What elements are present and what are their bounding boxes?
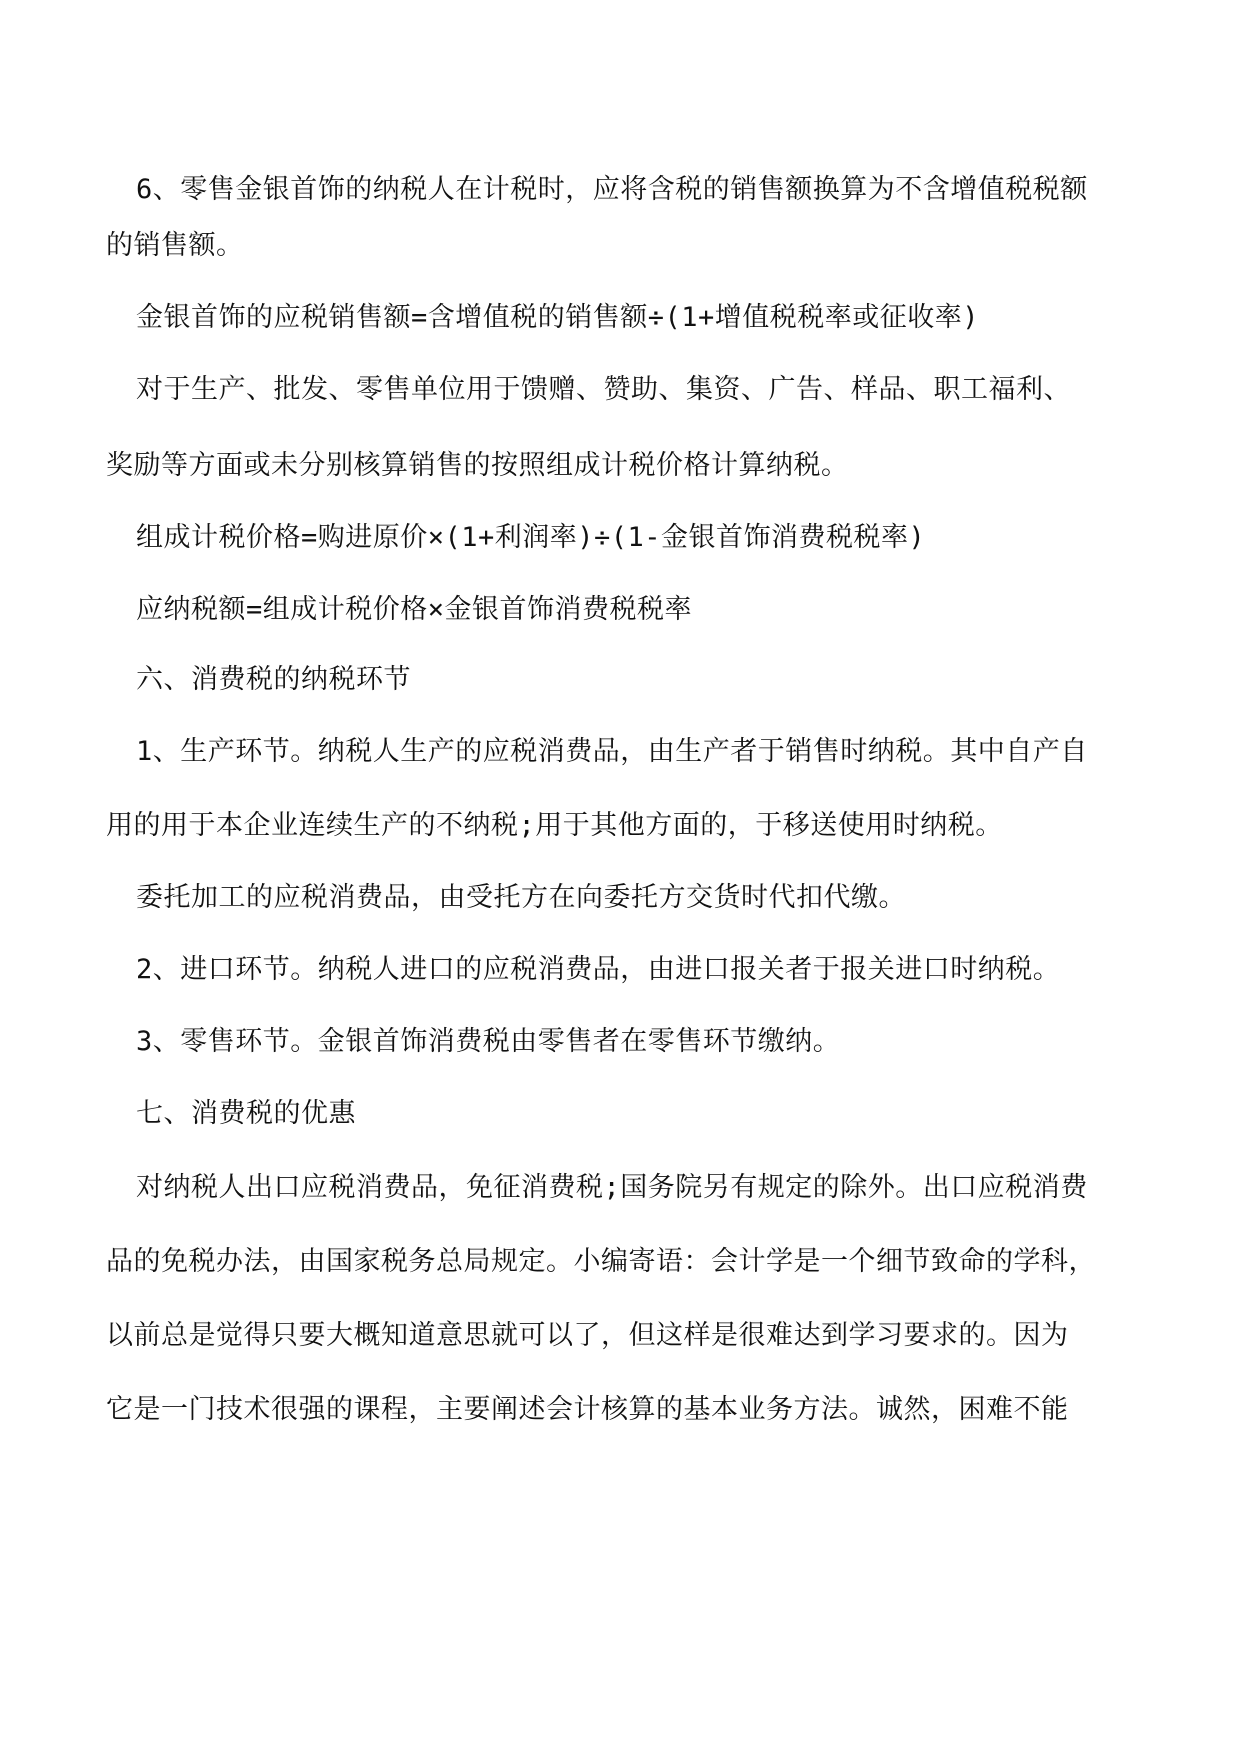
formula-line: 金银首饰的应税销售额=含增值税的销售额÷(1+增值税税率或征收率) [136, 302, 980, 333]
section-heading: 七、消费税的优惠 [136, 1098, 356, 1129]
formula-line: 组成计税价格=购进原价×(1+利润率)÷(1-金银首饰消费税税率) [136, 522, 926, 553]
paragraph-line: 2、进口环节。纳税人进口的应税消费品，由进口报关者于报关进口时纳税。 [136, 954, 1061, 985]
paragraph-line: 它是一门技术很强的课程，主要阐述会计核算的基本业务方法。诚然，困难不能 [106, 1394, 1069, 1425]
paragraph-line: 用的用于本企业连续生产的不纳税;用于其他方面的，于移送使用时纳税。 [106, 810, 1003, 841]
formula-line: 应纳税额=组成计税价格×金银首饰消费税税率 [136, 594, 693, 625]
paragraph-line: 1、生产环节。纳税人生产的应税消费品，由生产者于销售时纳税。其中自产自 [136, 736, 1088, 767]
paragraph-line: 3、零售环节。金银首饰消费税由零售者在零售环节缴纳。 [136, 1026, 841, 1057]
paragraph-line: 的销售额。 [106, 230, 244, 261]
paragraph-line: 以前总是觉得只要大概知道意思就可以了，但这样是很难达到学习要求的。因为 [106, 1320, 1069, 1351]
paragraph-line: 6、零售金银首饰的纳税人在计税时，应将含税的销售额换算为不含增值税税额 [136, 174, 1088, 205]
section-heading: 六、消费税的纳税环节 [136, 664, 411, 695]
paragraph-line: 对纳税人出口应税消费品，免征消费税;国务院另有规定的除外。出口应税消费 [136, 1172, 1088, 1203]
paragraph-line: 品的免税办法，由国家税务总局规定。小编寄语：会计学是一个细节致命的学科， [106, 1246, 1096, 1277]
paragraph-line: 委托加工的应税消费品，由受托方在向委托方交货时代扣代缴。 [136, 882, 906, 913]
paragraph-line: 对于生产、批发、零售单位用于馈赠、赞助、集资、广告、样品、职工福利、 [136, 374, 1071, 405]
paragraph-line: 奖励等方面或未分别核算销售的按照组成计税价格计算纳税。 [106, 450, 849, 481]
